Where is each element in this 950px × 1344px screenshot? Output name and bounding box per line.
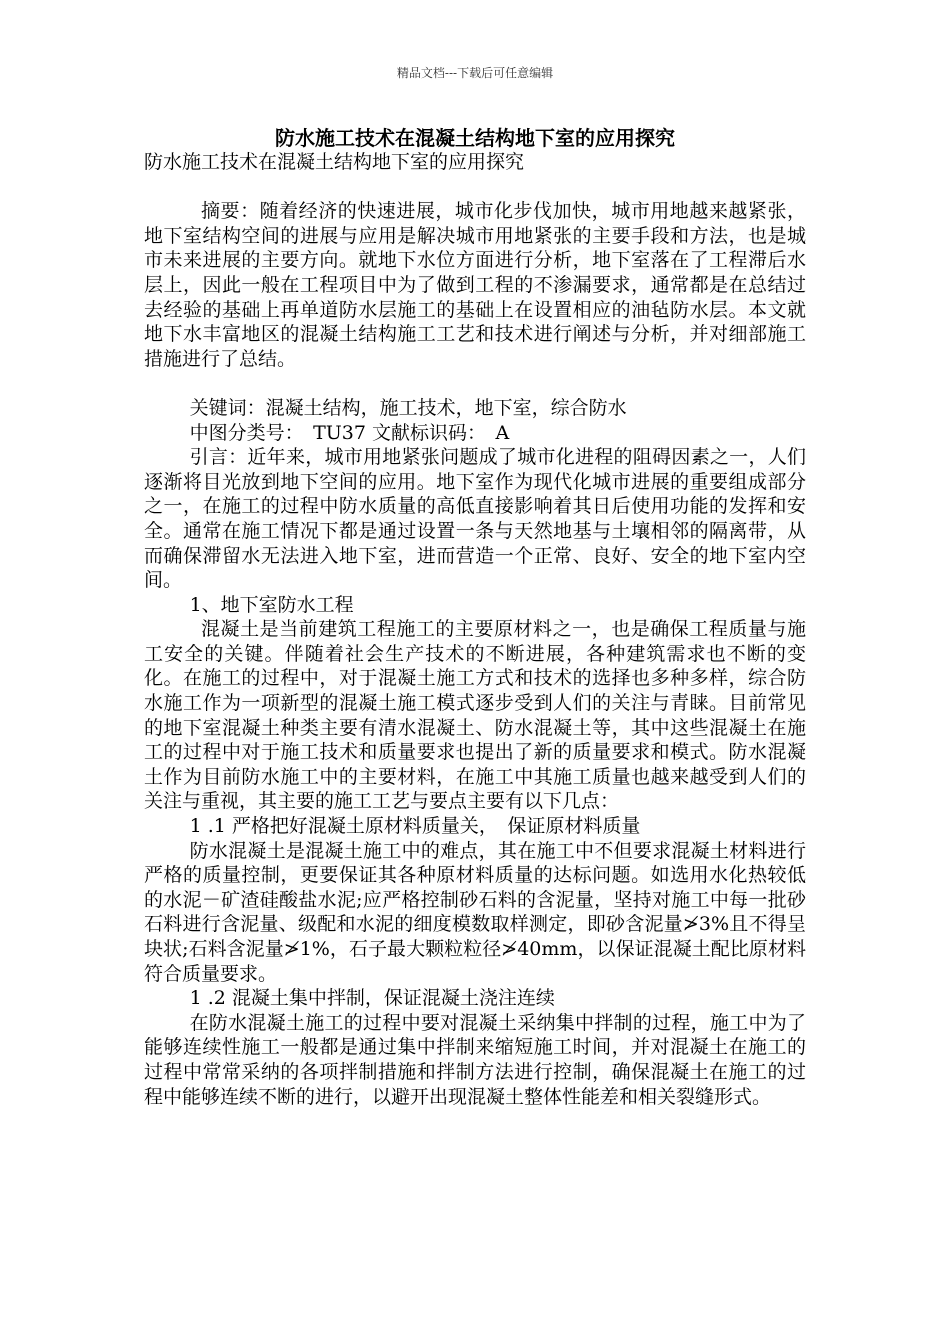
section-1-1-paragraph: 防水混凝土是混凝土施工中的难点，其在施工中不但要求混凝土材料进行严格的质量控制，更要保证其各种原材料质量的达标问题。如选用水化热较低的水泥－矿渣硅酸盐水泥;应严格控制砂石料的含泥量，坚持对施工中每一批砂石料进行含泥量、级配和水泥的细度模数取样测定，即砂含泥量≯3%且不得呈块状;石料含泥量≯1%，石子最大颗粒粒径≯40mm，以保证混凝土配比原材料符合质量要求。 bbox=[144, 839, 806, 985]
keywords-line: 关键词：混凝土结构，施工技术，地下室，综合防水 bbox=[189, 396, 627, 419]
section-1-paragraph: 混凝土是当前建筑工程施工的主要原材料之一，也是确保工程质量与施工安全的关键。伴随着社会生产技术的不断进展，各种建筑需求也不断的变化。在施工的过程中，对于混凝土施工方式和技术的选择也多种多样，综合防水施工作为一项新型的混凝土施工模式逐步受到人们的关注与青睐。目前常见的地下室混凝土种类主要有清水混凝土、防水混凝土等，其中这些混凝土在施工的过程中对于施工技术和质量要求也提出了新的质量要求和模式。防水混凝土作为目前防水施工中的主要材料，在施工中其施工质量也越来越受到人们的关注与重视，其主要的施工工艺与要点主要有以下几点： bbox=[144, 618, 806, 813]
blank-line bbox=[144, 371, 806, 396]
abstract-paragraph: 摘要：随着经济的快速进展，城市化步伐加快，城市用地越来越紧张，地下室结构空间的进展与应用是解决城市用地紧张的主要手段和方法，也是城市未来进展的主要方向。就地下水位方面进行分析，地下室落在了工程滞后水层上，因此一般在工程项目中为了做到工程的不渗漏要求，通常都是在总结过去经验的基础上再单道防水层施工的基础上在设置相应的油毡防水层。本文就地下水丰富地区的混凝土结构施工工艺和技术进行阐述与分析，并对细部施工措施进行了总结。 bbox=[144, 200, 806, 370]
section-1-heading: 1、地下室防水工程 bbox=[189, 593, 354, 616]
document-body bbox=[144, 150, 806, 1109]
classification-line: 中图分类号： TU37 文献标识码： A bbox=[189, 421, 510, 444]
intro-paragraph: 引言：近年来，城市用地紧张问题成了城市化进程的阻碍因素之一，人们逐渐将目光放到地下空间的应用。地下室作为现代化城市进展的重要组成部分之一，在施工的过程中防水质量的高低直接影响着其日后使用功能的发挥和安全。通常在施工情况下都是通过设置一条与天然地基与土壤相邻的隔离带，从而确保滞留水无法进入地下室，进而营造一个正常、良好、安全的地下室内空间。 bbox=[144, 446, 806, 592]
header-note: 精品文档---下载后可任意编辑 bbox=[396, 66, 554, 80]
section-1-2-heading: 1 .2 混凝土集中拌制，保证混凝土浇注连续 bbox=[189, 987, 555, 1010]
document-subtitle: 防水施工技术在混凝土结构地下室的应用探究 bbox=[144, 151, 525, 173]
document-title: 防水施工技术在混凝土结构地下室的应用探究 bbox=[275, 126, 675, 150]
blank-line bbox=[144, 175, 806, 200]
section-1-1-heading: 1 .1 严格把好混凝土原材料质量关， 保证原材料质量 bbox=[189, 815, 641, 838]
section-1-2-paragraph: 在防水混凝土施工的过程中要对混凝土采纳集中拌制的过程，施工中为了能够连续性施工一般都是通过集中拌制来缩短施工时间，并对混凝土在施工的过程中常常采纳的各项拌制措施和拌制方法进行控制，确保混凝土在施工的过程中能够连续不断的进行，以避开出现混凝土整体性能差和相关裂缝形式。 bbox=[144, 1011, 806, 1108]
